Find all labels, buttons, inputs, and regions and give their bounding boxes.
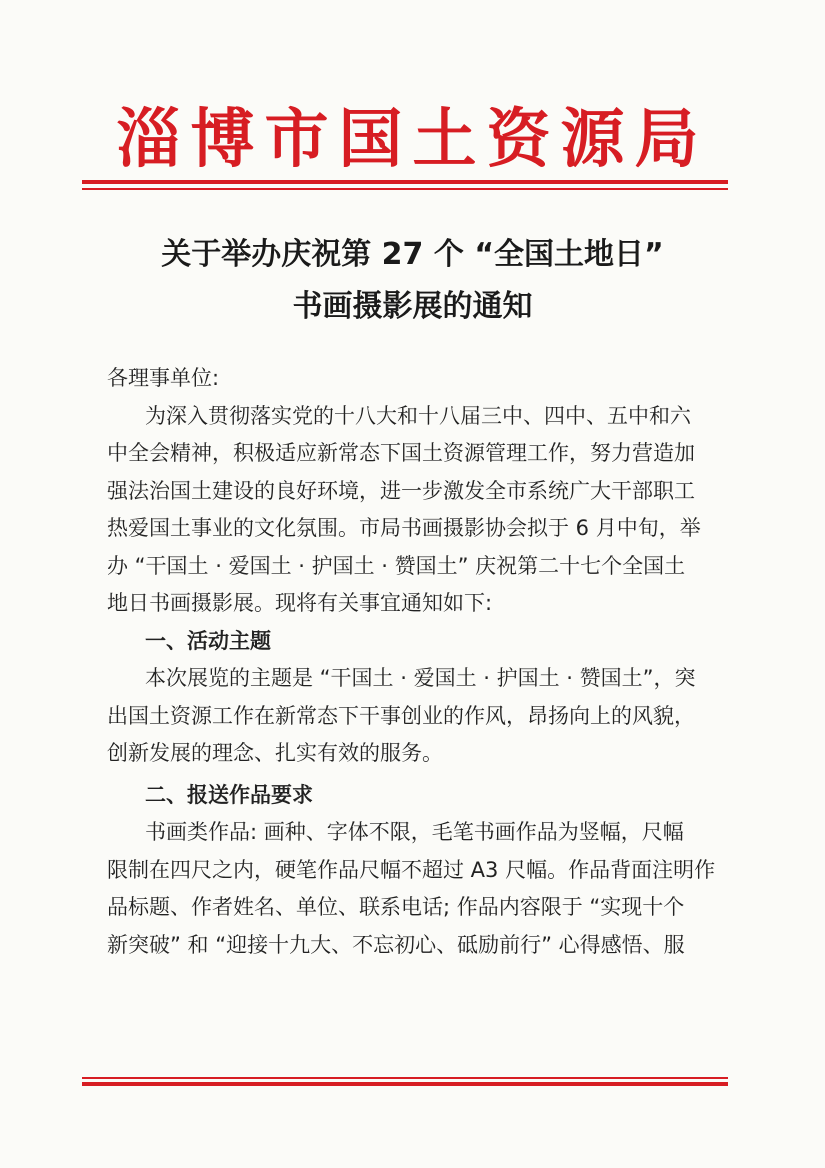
paragraph-line: 地日书画摄影展。现将有关事宜通知如下: — [107, 591, 493, 615]
footer-rule-thick — [82, 1082, 728, 1086]
paragraph-line: 办 “干国土 · 爱国土 · 护国土 · 赞国土” 庆祝第二十七个全国土 — [107, 553, 686, 578]
footer-rule-thin — [82, 1077, 728, 1079]
paragraph-line: 强法治国土建设的良好环境，进一步激发全市系统广大干部职工 — [107, 478, 695, 503]
section-heading-requirements: 二、报送作品要求 — [145, 782, 313, 807]
paragraph-line: 本次展览的主题是 “干国土 · 爱国土 · 护国土 · 赞国土”，突 — [145, 666, 696, 690]
paragraph-line: 中全会精神，积极适应新常态下国土资源管理工作，努力营造加 — [107, 441, 695, 465]
salutation: 各理事单位: — [107, 366, 220, 390]
document-title-line-2: 书画摄影展的通知 — [292, 289, 533, 324]
paragraph-line: 热爱国土事业的文化氛围。市局书画摄影协会拟于 6 月中旬，举 — [107, 516, 701, 540]
paragraph-line: 创新发展的理念、扎实有效的服务。 — [107, 741, 443, 765]
letterhead-org-name: 淄博市国土资源局 — [116, 102, 709, 177]
document-title-line-1: 关于举办庆祝第 27 个 “全国土地日” — [161, 237, 664, 272]
paragraph-line: 新突破” 和 “迎接十九大、不忘初心、砥励前行” 心得感悟、服 — [107, 932, 685, 957]
paragraph-line: 品标题、作者姓名、单位、联系电话; 作品内容限于 “实现十个 — [107, 895, 685, 919]
paragraph-line: 为深入贯彻落实党的十八大和十八届三中、四中、五中和六 — [145, 403, 691, 428]
letterhead-rule-thin — [82, 188, 728, 190]
paragraph-line: 书画类作品: 画种、字体不限，毛笔书画作品为竖幅，尺幅 — [145, 820, 684, 844]
paragraph-line: 限制在四尺之内，硬笔作品尺幅不超过 A3 尺幅。作品背面注明作 — [107, 857, 716, 882]
letterhead-rule-thick — [82, 180, 728, 184]
section-heading-theme: 一、活动主题 — [145, 628, 271, 653]
paragraph-line: 出国土资源工作在新常态下干事创业的作风，昂扬向上的风貌， — [107, 703, 695, 728]
document-body — [107, 360, 727, 964]
